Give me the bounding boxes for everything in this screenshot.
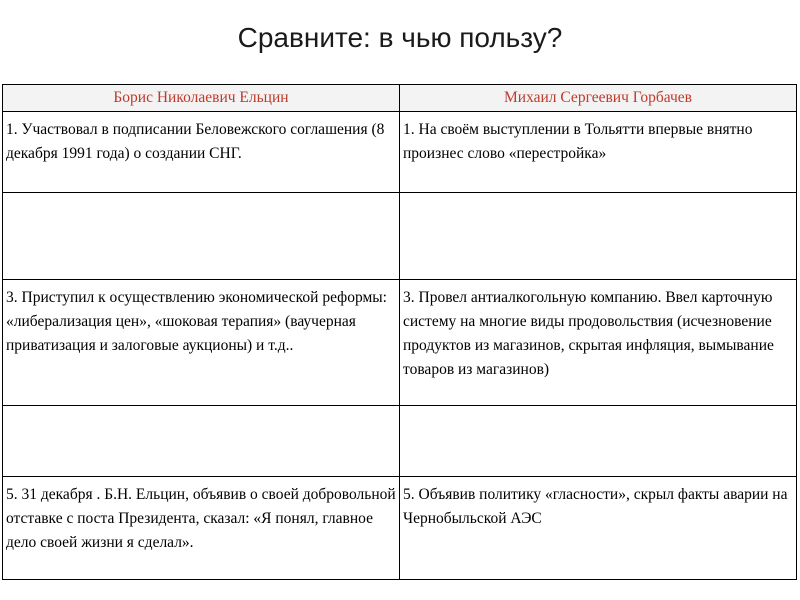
table-cell-yeltsin: 3. Приступил к осуществлению экономической реформы: «либерализация цен», «шоковая терапия» (ваучерная приватизация и залоговые аукционы) и т.д.. [3, 280, 400, 406]
table-cell-gorbachev: 3. Провел антиалкогольную компанию. Ввел карточную систему на многие виды продовольствия (исчезновение продуктов из магазинов, скрытая инфляция, вымывание товаров из магазинов) [400, 280, 797, 406]
table-cell-gorbachev: 1. На своём выступлении в Тольятти впервые внятно произнес слово «перестройка» [400, 112, 797, 193]
table-cell-yeltsin [3, 406, 400, 477]
table-cell-yeltsin: 1. Участвовал в подписании Беловежского соглашения (8 декабря 1991 года) о создании СНГ. [3, 112, 400, 193]
table-row [3, 477, 797, 580]
table-cell-gorbachev [400, 193, 797, 280]
comparison-table [2, 84, 797, 580]
table-row [3, 280, 797, 406]
table-row [3, 112, 797, 193]
header-yeltsin: Борис Николаевич Ельцин [3, 85, 400, 112]
header-gorbachev: Михаил Сергеевич Горбачев [400, 85, 797, 112]
table-header-row [3, 85, 797, 112]
page-title: Сравните: в чью пользу? [237, 22, 563, 53]
table-row [3, 406, 797, 477]
table-cell-yeltsin [3, 193, 400, 280]
table-cell-yeltsin: 5. 31 декабря . Б.Н. Ельцин, объявив о своей добровольной отставке с поста Президента, сказал: «Я понял, главное дело своей жизни я сделал». [3, 477, 400, 580]
table-cell-gorbachev: 5. Объявив политику «гласности», скрыл факты аварии на Чернобыльской АЭС [400, 477, 797, 580]
table-row [3, 193, 797, 280]
table-cell-gorbachev [400, 406, 797, 477]
